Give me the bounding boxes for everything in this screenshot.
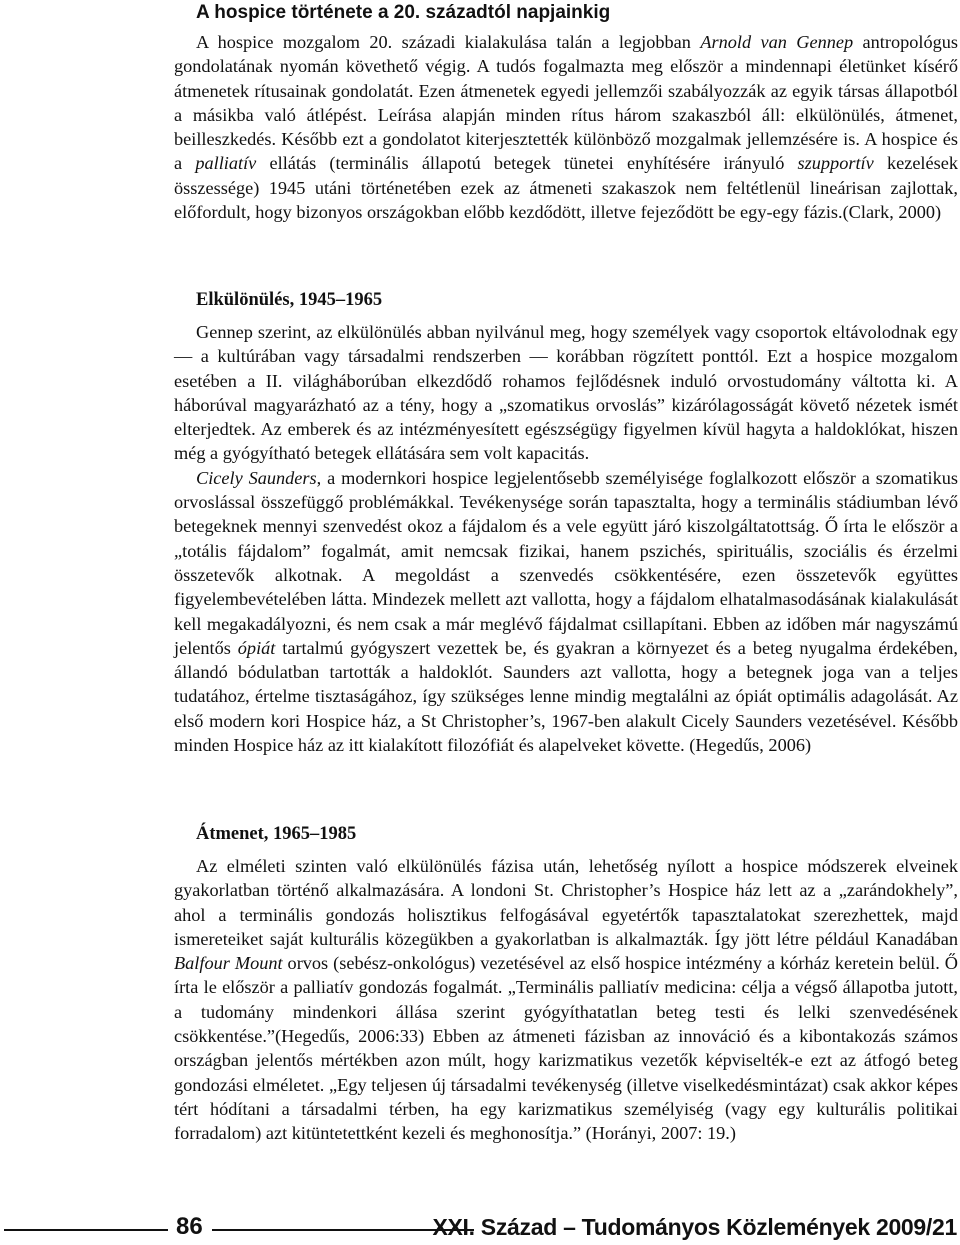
section-elkulonules-body xyxy=(174,320,958,757)
chapter-heading: A hospice története a 20. századtól napjainkig xyxy=(196,2,611,23)
footer-rule-left xyxy=(4,1229,168,1231)
page-number: 86 xyxy=(176,1213,203,1240)
italic-term: palliatív xyxy=(195,153,257,174)
italic-term: szupportív xyxy=(797,153,874,174)
section-heading-atmenet: Átmenet, 1965–1985 xyxy=(196,824,357,844)
journal-title: XXI. Század – Tudományos Közlemények 2009/21 xyxy=(432,1214,957,1240)
intro-paragraphs xyxy=(174,30,958,224)
paragraph: Az elméleti szinten való elkülönülés fázisa után, lehetőség nyílott a hospice módszerek elveinek gyakorlatban történő alkalmazására. A londoni St. Christopher’s Hospice ház lett az a „zarándokhely”, ahol a terminális gondozás holisztikus felfogásával egyetértők tapasztalatokat szerezhettek, majd ismereteiket saját kulturális közegükben a gyakorlatban is alkalmazták. Így jött létre például Kanadában Balfour Mount orvos (sebész-onkológus) vezetésével az első hospice intézmény a kórház keretein belül. Ő írta le először a palliatív gondozás fogalmát. „Terminális palliatív medicina: célja a végső állapotba jutott, a tudomány mindenkori állása szerint gyógyíthatatlan beteg testi és lelki szenvedésének csökkentése.”(Hegedűs, 2006:33) Ebben az átmeneti fázisban az innováció és a kibontakozás számos országban jelentős mértékben azon múlt, hogy karizmatikus vezetők képviselték-e ezt az átfogó beteg gondozási elméletet. „Egy teljesen új társadalmi tevékenység (illetve viselkedésmintázat) csak akkor képes tért hódítani a társadalmi térben, ha egy karizmatikus személyiség (vagy egy kulturális politikai forradalom) azt kitüntetettként kezeli és meghonosítja.” (Horányi, 2007: 19.) xyxy=(174,856,958,1144)
italic-term: ópiát xyxy=(237,637,276,658)
paragraph: Cicely Saunders, a modernkori hospice legjelentősebb személyisége foglalkozott először a szomatikus orvoslással összefüggő problémákkal. Tevékenysége során tapasztalta, hogy a terminális stádiumban lévő betegeknek mennyi szenvedést okoz a fájdalom és a vele együtt járó kiszolgáltatottság. Ő írta le először a „totális fájdalom” fogalmát, amit nemcsak fizikai, hanem pszichés, spirituális, szociális és érzelmi összetevők alkotnak. A megoldást a szenvedés csökkentésére, ezen összetevők együttes figyelembevételében látta. Mindezek mellett azt vallotta, hogy a fájdalom elhatalmasodásának kialakulását kell megakadályozni, és nem csak a már meglévő fájdalmat csillapítani. Ebben az időben már nagyszámú jelentős ópiát tartalmú gyógyszert vezettek be, és gyakran a környezet és a beteg nyugalma érdekében, állandó bódulatban tartották a haldoklót. Saunders azt vallotta, hogy a betegnek joga van a teljes tudatához, értelme tisztaságához, így szükséges lenne mindig megtalálni az ópiát optimális adagolását. Az első modern kori Hospice ház, a St Christopher’s, 1967-ben alakult Cicely Saunders vezetésével. Később minden Hospice ház az itt kialakított filozófiát és alapelveket követte. (Hegedűs, 2006) xyxy=(174,467,959,756)
section-atmenet-body xyxy=(174,854,958,1146)
italic-term: Cicely Saunders xyxy=(196,467,317,488)
section-heading-elkulonules: Elkülönülés, 1945–1965 xyxy=(196,290,383,310)
italic-term: Balfour Mount xyxy=(174,953,283,974)
paragraph: Gennep szerint, az elkülönülés abban nyilvánul meg, hogy személyek vagy csoportok eltávolodnak egy — a kultúrában vagy társadalmi rendszerben — korábban rögzített ponttól. Ezt a hospice mozgalom esetében a II. világháborúban elkezdődő rohamos fejlődésnek induló orvostudomány váltotta ki. A háborúval magyarázható az a tény, hogy a „szomatikus orvoslás” kizárólagosságát követő nézetek ismét elterjedtek. Az emberek és az intézményesített egészségügy figyelmen kívül hagyta a haldoklókat, hiszen még a gyógyítható betegek ellátására sem volt kapacitás. xyxy=(174,322,958,464)
italic-term: Arnold van Gennep xyxy=(700,32,854,52)
paragraph: A hospice mozgalom 20. századi kialakulása talán a legjobban Arnold van Gennep antropológus gondolatának nyomán követhető végig. A tudós fogalmazta meg először a mindennapi életünket kísérő átmenetek rítusainak gondolatát. Ezen átmenetek egyedi jellemzői szabályozzák az egyik társas állapotból a másikba való átlépést. Leírása alapján minden rítus három szakaszból áll: elkülönülés, átmenet, beilleszkedés. Később ezt a gondolatot kiterjesztették különböző mozgalmak jellemzésére is. A hospice és a palliatív ellátás (terminális állapotú betegek tünetei enyhítésére irányuló szupportív kezelések összessége) 1945 utáni történetében ezek az átmeneti szakaszok nem feltétlenül lineárisan zajlottak, előfordult, hogy bizonyos országokban előbb kezdődött, illetve fejeződött be egy-egy fázis.(Clark, 2000) xyxy=(174,32,958,223)
